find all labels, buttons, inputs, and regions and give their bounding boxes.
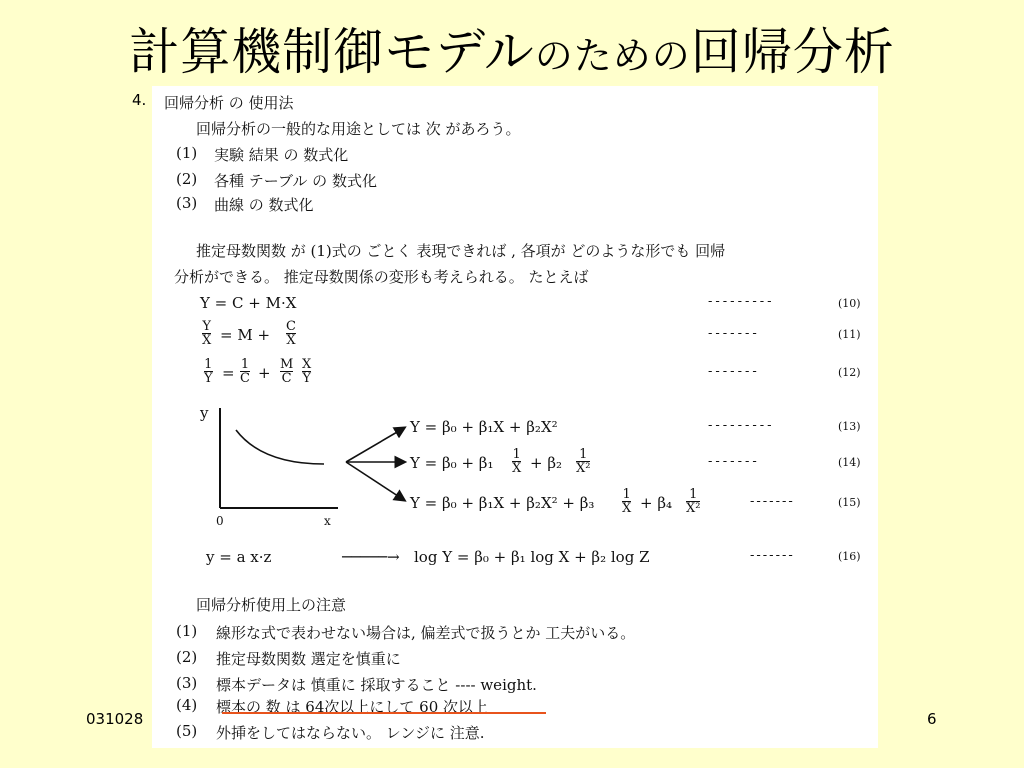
slide-title: 計算機制御モデルのための回帰分析 — [129, 23, 895, 81]
dash-leader: --------- — [708, 418, 775, 433]
fraction: 1 Y — [204, 357, 213, 386]
scan-heading: 回帰分析 の 使用法 — [164, 94, 294, 112]
para-line: 推定母数関数 が (1)式の ごとく 表現できれば , 各項が どのような形でも 回帰 — [196, 242, 726, 260]
note-num: (2) — [176, 648, 198, 666]
equation-number: (10) — [838, 297, 861, 310]
red-underline — [222, 712, 546, 714]
use-num: (3) — [176, 194, 198, 212]
transform-arrow: ─────→ — [342, 548, 400, 566]
equation-16-left: y = a x·z — [206, 548, 272, 566]
dash-leader: ------- — [750, 494, 795, 509]
dash-leader: --------- — [708, 294, 775, 309]
fraction: 1 X² — [576, 447, 591, 476]
equation-13: Y = β₀ + β₁X + β₂X² — [410, 418, 558, 436]
page-number: 6 — [927, 710, 937, 728]
equation-14: Y = β₀ + β₁ — [410, 454, 494, 472]
use-num: (2) — [176, 170, 198, 188]
dash-leader: ------- — [750, 548, 795, 563]
use-text: 各種 テーブル の 数式化 — [214, 172, 377, 190]
note-text: 外挿をしてはならない。 レンジに 注意. — [216, 724, 485, 742]
equation-number: (12) — [838, 366, 861, 379]
scan-intro: 回帰分析の一般的な用途としては 次 があろう。 — [196, 120, 521, 138]
fraction: 1 C — [240, 357, 250, 386]
fraction: X Y — [302, 357, 312, 386]
note-num: (3) — [176, 674, 198, 692]
note-num: (4) — [176, 696, 198, 714]
note-num: (5) — [176, 722, 198, 740]
graph-x-label: x — [324, 514, 331, 528]
note-text: 標本データは 慎重に 採取すること ---- weight. — [216, 676, 537, 694]
use-num: (1) — [176, 144, 198, 162]
equation-11: = M + — [220, 326, 271, 344]
equation-12-plus: + — [258, 364, 271, 382]
equation-number: (14) — [838, 456, 861, 469]
fraction: 1 X — [622, 487, 632, 516]
use-text: 曲線 の 数式化 — [214, 196, 314, 214]
equation-number: (16) — [838, 550, 861, 563]
dash-leader: ------- — [708, 326, 760, 341]
notes-heading: 回帰分析使用上の注意 — [196, 596, 347, 614]
fraction: 1 X — [512, 447, 522, 476]
fraction: C X — [286, 319, 296, 348]
note-text: 線形な式で表わせない場合は, 偏差式で扱うとか 工夫がいる。 — [216, 624, 636, 642]
equation-number: (15) — [838, 496, 861, 509]
equation-12: = — [222, 364, 235, 382]
scanned-notes-image — [152, 86, 878, 748]
equation-14-term: + β₂ — [530, 454, 563, 472]
use-text: 実験 結果 の 数式化 — [214, 146, 349, 164]
equation-number: (11) — [838, 328, 861, 341]
graph-origin-label: 0 — [216, 514, 224, 528]
fraction: Y X — [202, 319, 212, 348]
equation-10: Y = C + M·X — [200, 294, 297, 312]
note-num: (1) — [176, 622, 198, 640]
fraction: M C — [280, 357, 294, 386]
slide-date: 031028 — [86, 710, 144, 728]
equation-15-term: + β₄ — [640, 494, 673, 512]
equation-number: (13) — [838, 420, 861, 433]
fraction: 1 X² — [686, 487, 701, 516]
dash-leader: ------- — [708, 454, 760, 469]
equation-16-right: log Y = β₀ + β₁ log X + β₂ log Z — [414, 548, 650, 566]
graph-y-label: y — [200, 404, 209, 422]
section-number: 4. — [132, 91, 147, 109]
equation-15: Y = β₀ + β₁X + β₂X² + β₃ — [410, 494, 595, 512]
note-text: 標本の 数 は 64次以上にして 60 次以上 — [216, 698, 489, 716]
dash-leader: ------- — [708, 364, 760, 379]
para-line: 分析ができる。 推定母数関係の変形も考えられる。 たとえば — [174, 268, 589, 286]
note-text: 推定母数関数 選定を慎重に — [216, 650, 401, 668]
